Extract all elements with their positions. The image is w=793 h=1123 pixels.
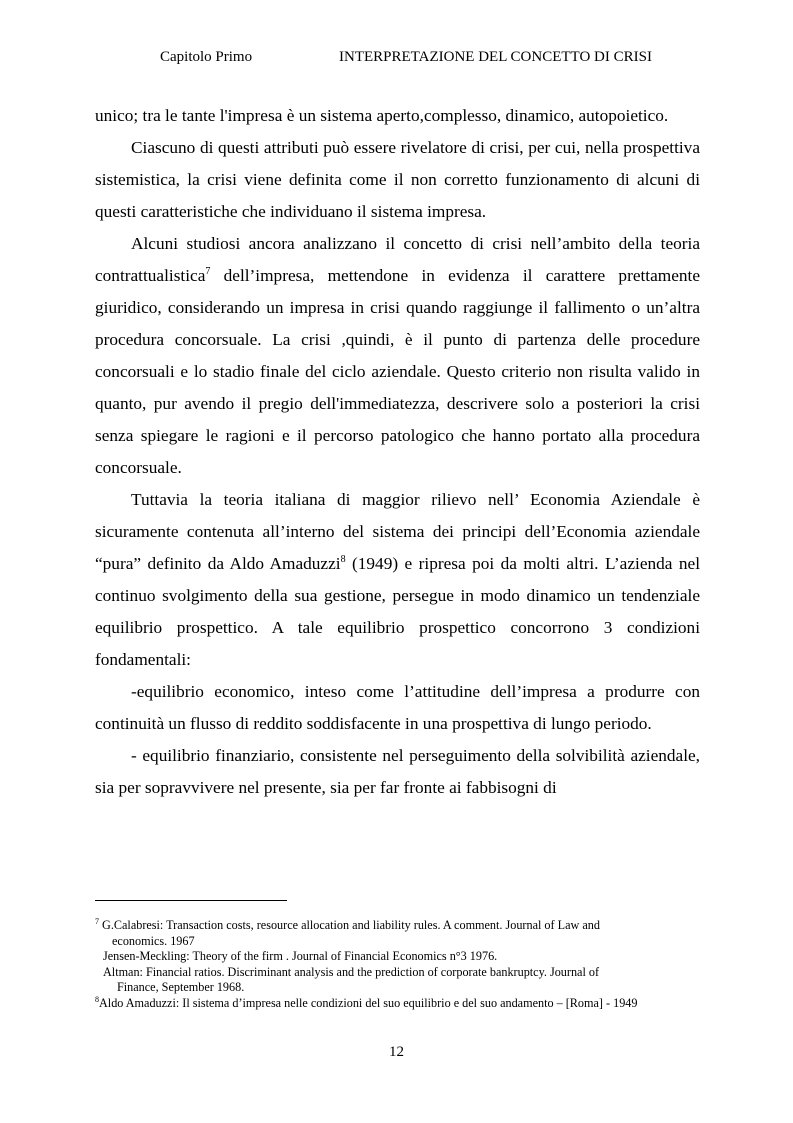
paragraph-3-part-a: Alcuni studiosi ancora analizzano il concetto di crisi nell’ambito della teoria contrattualistica [95, 234, 700, 285]
footnotes [95, 918, 700, 1011]
paragraph-5: -equilibrio economico, inteso come l’attitudine dell’impresa a produrre con continuità un flusso di reddito soddisfacente in una prospettiva di lungo periodo. [95, 682, 700, 733]
paragraph-4-part-b: (1949) e ripresa poi da molti altri. L’azienda nel continuo svolgimento della sua gestione, persegue in modo dinamico un tendenziale equilibrio prospettico. A tale equilibrio prospettico concorrono 3 condizioni fondamentali: [95, 554, 700, 669]
footnote-ref-8[interactable]: 8 [340, 554, 346, 565]
footnote-ref-7[interactable]: 7 [205, 266, 211, 277]
page-number: 12 [389, 1044, 404, 1060]
paragraph-1: unico; tra le tante l'impresa è un sistema aperto,complesso, dinamico, autopoietico. [95, 106, 669, 125]
running-header [0, 49, 793, 69]
footnote-7-line-1: G.Calabresi: Transaction costs, resource allocation and liability rules. A comment. Journal of Law and [99, 918, 600, 932]
footnote-7 [95, 918, 700, 949]
footnote-7-line-3: Jensen-Meckling: Theory of the firm . Journal of Financial Economics n°3 1976. [103, 949, 498, 963]
footnote-7-line-2: economics. 1967 [112, 933, 195, 948]
chapter-title: INTERPRETAZIONE DEL CONCETTO DI CRISI [339, 49, 652, 65]
paragraph-2: Ciascuno di questi attributi può essere rivelatore di crisi, per cui, nella prospettiva sistemistica, la crisi viene definita come il non corretto funzionamento di alcuni di questi caratteristiche che individuano il sistema impresa. [95, 138, 700, 221]
footnote-7-line-4: Altman: Financial ratios. Discriminant analysis and the prediction of corporate bankruptcy. Journal of [103, 964, 600, 979]
footnote-7-ref-2 [95, 949, 700, 965]
footnote-7-number: 7 [95, 917, 99, 926]
paragraph-4 [95, 484, 700, 676]
paragraph-3-part-b: dell’impresa, mettendone in evidenza il carattere prettamente giuridico, considerando un impresa in crisi quando raggiunge il fallimento o un’altra procedura concorsuale. La crisi ,quindi, è il punto di partenza delle procedure concorsuali e lo stadio finale del ciclo aziendale. Questo criterio non risulta valido in quanto, pur avendo il pregio dell'immediatezza, descrivere solo a posteriori la crisi senza spiegare le ragioni e il percorso patologico che hanno portato alla procedura concorsuale. [95, 266, 700, 477]
footnote-8 [95, 996, 700, 1012]
paragraph-6: - equilibrio finanziario, consistente nel perseguimento della solvibilità aziendale, sia per sopravvivere nel presente, sia per far fronte ai fabbisogni di [95, 746, 700, 797]
paragraph-4-part-a: Tuttavia la teoria italiana di maggior rilievo nell’ Economia Aziendale è sicuramente contenuta all’interno del sistema dei principi dell’Economia aziendale “pura” definito da Aldo Amaduzzi [95, 490, 700, 573]
body-text [95, 100, 700, 804]
chapter-label: Capitolo Primo [160, 49, 253, 65]
footnote-7-ref-3 [95, 965, 700, 996]
paragraph-3 [95, 228, 700, 484]
footnote-8-text: Aldo Amaduzzi: Il sistema d’impresa nelle condizioni del suo equilibrio e del suo andamento – [Roma] - 1949 [99, 995, 638, 1010]
footnote-separator [95, 900, 287, 901]
footnote-7-line-5: Finance, September 1968. [117, 980, 245, 994]
footnote-8-number: 8 [95, 994, 99, 1004]
